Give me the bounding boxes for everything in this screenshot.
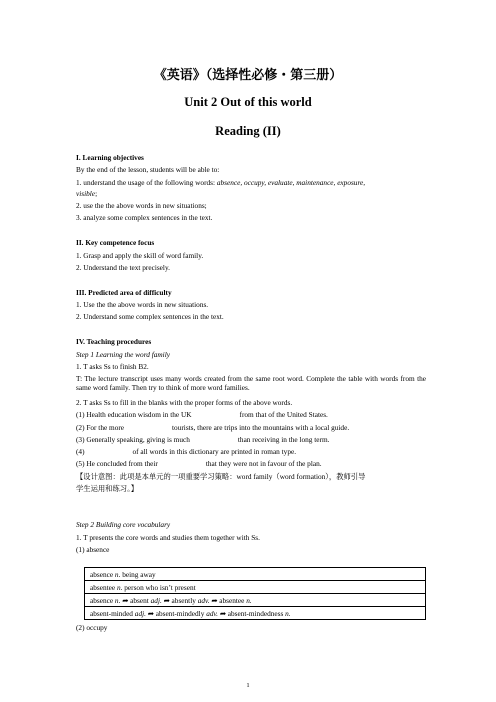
table-cell: [85, 607, 426, 620]
objective-1-text: 1. understand the usage of the following words:: [76, 178, 217, 187]
difficulty-item-2: 2. Understand some complex sentences in the text.: [76, 312, 224, 321]
competence-item-2: 2. Understand the text precisely.: [76, 263, 170, 272]
objective-1: [76, 178, 426, 187]
section-heading-objectives: I. Learning objectives: [76, 153, 144, 162]
exercise-1: [76, 410, 426, 419]
table-text: absence: [90, 569, 115, 579]
table-text: absent-minded: [90, 608, 135, 618]
table-row: [85, 607, 426, 620]
exercise-2-a: (2) For the more: [76, 423, 125, 432]
table-row: [85, 581, 426, 594]
exercise-5-a: (5) He concluded from their: [76, 459, 158, 468]
objective-2: 2. use the the above words in new situations;: [76, 201, 207, 210]
exercise-4-b: of all words in this dictionary are printed in roman type.: [132, 447, 297, 456]
table-text: absence: [90, 595, 115, 605]
unit-title: Unit 2 Out of this world: [184, 95, 312, 109]
difficulty-item-1: 1. Use the the above words in new situations.: [76, 300, 209, 309]
step-2-item-1: 1. T presents the core words and studies them together with Ss.: [76, 533, 260, 542]
table-row: [85, 568, 426, 581]
table-text: ➦ absent-mindedness: [218, 608, 286, 618]
table-text: ➦ absent-mindedly: [145, 608, 207, 618]
table-cell: [85, 594, 426, 607]
competence-item-1: 1. Grasp and apply the skill of word family.: [76, 251, 204, 260]
table-row: [85, 594, 426, 607]
exercise-3: [76, 435, 426, 444]
step-2-heading: Step 2 Building core vocabulary: [76, 520, 171, 529]
design-note-line-1: 【设计意图：此项是本单元的一项重要学习策略：word family（word formation），教师引导: [76, 472, 366, 481]
part-of-speech: n.: [285, 608, 291, 618]
step-1-item-2: 2. T asks Ss to fill in the blanks with the proper forms of the above words.: [76, 398, 293, 407]
exercise-4-a: (4): [76, 447, 85, 456]
exercise-1-a: (1) Health education wisdom in the UK: [76, 410, 192, 419]
absence-vocab-table: [84, 567, 426, 620]
exercise-1-b: from that of the United States.: [239, 410, 328, 419]
step-1-item-1: 1. T asks Ss to finish B2.: [76, 362, 149, 371]
objectives-intro: By the end of the lesson, students will be able to:: [76, 165, 220, 174]
exercise-2-b: tourists, there are trips into the mountains with a local guide.: [172, 423, 350, 432]
table-cell: [85, 581, 426, 594]
objective-1-words: absence, occupy, evaluate, maintenance, exposure,: [216, 178, 366, 187]
design-note-line-2: 学生运用和练习。】: [76, 484, 139, 493]
table-text: ➦ absent: [120, 595, 151, 605]
exercise-5: [76, 459, 426, 468]
book-title: 《英语》（选择性必修・第三册）: [153, 67, 343, 82]
step-1-heading: Step 1 Learning the word family: [76, 350, 170, 359]
part-of-speech: n.: [114, 595, 121, 605]
word-occupy-heading: (2) occupy: [76, 623, 108, 632]
table-text: ➦ absentee: [209, 595, 247, 605]
table-text: absentee: [90, 582, 117, 592]
section-heading-competence: II. Key competence focus: [76, 238, 155, 247]
section-heading-procedures: IV. Teaching procedures: [76, 337, 152, 346]
part-of-speech: adj.: [134, 608, 146, 618]
objective-3: 3. analyze some complex sentences in the text.: [76, 213, 213, 222]
part-of-speech: n.: [116, 582, 123, 592]
part-of-speech: n.: [114, 569, 121, 579]
part-of-speech: adv.: [197, 595, 210, 605]
exercise-2: [76, 423, 426, 432]
lesson-title: Reading (II): [215, 124, 281, 138]
page-number: 1: [246, 682, 250, 689]
step-1-teacher-note: T: The lecture transcript uses many words created from the same root word. Complete the table with words from the same word family. Then try to think of more word families.: [76, 374, 426, 392]
table-text: being away: [120, 569, 156, 579]
exercise-5-b: that they were not in favour of the plan.: [205, 459, 322, 468]
objective-1-end: ;: [95, 189, 98, 198]
exercise-4: [76, 447, 426, 456]
part-of-speech: adj.: [150, 595, 162, 605]
part-of-speech: adv.: [206, 608, 219, 618]
part-of-speech: n.: [246, 595, 252, 605]
objective-1-cont: [76, 189, 426, 198]
table-text: ➦ absently: [161, 595, 198, 605]
table-text: person who isn’t present: [122, 582, 196, 592]
objective-1-word-visible: visible: [76, 189, 96, 198]
section-heading-difficulty: III. Predicted area of difficulty: [76, 288, 172, 297]
exercise-3-b: than receiving in the long term.: [237, 435, 330, 444]
table-cell: [85, 568, 426, 581]
word-absence-heading: (1) absence: [76, 545, 110, 554]
exercise-3-a: (3) Generally speaking, giving is much: [76, 435, 190, 444]
